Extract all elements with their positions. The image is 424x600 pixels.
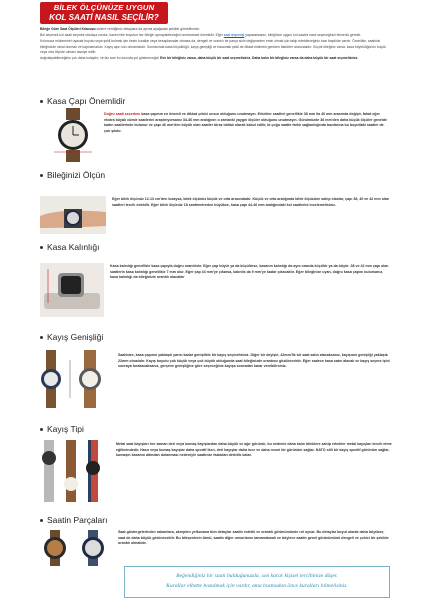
section-text-kasa-capi — [104, 112, 390, 134]
intro-rest: sizlere verdiğimiz detaylara da ayrıca aşağıdaki şekilde görebilirsiniz. — [95, 27, 200, 31]
intro-paragraph-1 — [40, 27, 388, 32]
title-banner — [40, 2, 168, 24]
watch-side-icon — [40, 263, 104, 317]
intro-paragraph-4 — [40, 56, 388, 61]
intro-paragraph-2 — [40, 33, 388, 38]
strap-types-image — [40, 440, 106, 502]
watch-icon — [52, 108, 94, 162]
footer-line-1: Beğendiğiniz bir saati bulduğunuzda, son karar kişisel tercihinize düşer. — [176, 573, 338, 579]
wrist-measure-image — [40, 196, 106, 234]
section-lead: Doğru saati seçerken — [104, 112, 141, 116]
bullet-icon — [40, 519, 43, 522]
intro-p2a: Bol seçenek kol saati seçmek oldukça zordur, bazen bile boyutun her bileğe uymayabileceğini unutmamak önemlidir. Eğer — [40, 33, 224, 38]
intro-bold: Bileğe Göre Saat Ölçüleri Kılavuzu — [40, 27, 96, 31]
bullet-icon — [40, 246, 43, 249]
section-text-bilek-olcun: Eğer bilek ölçünüz 12-13 cm'den kısaysa, bilek ölçünüz küçük ve orta arasındadır. Küçük ve orta aralığında bilek ölçüsüne sahip olanlar, çapı 38, 40 ve 42 mm olan saatleri tercih edebilir. Eğer bilek ölçünüz 18 santimetreden büyükse, kasa çapı 44-46 mm aralığındaki kol saatlerini incelemelisiniz. — [112, 197, 390, 207]
section-text-kayis-tipi: Metal saat kayışları her zaman deri veya kumaş kayışlardan daha büyük ve ağır görünür, bu nedenle daha kalın bileklere sahip erkekler metal kayışları tercih etme eğilimindedir. Hasır veya kumaş kayışlar daha sportif iken, deri kayışlar daha ince ve daha resmi bir görünüm sağlar. NATO stili bir kayış sportif görünüm sağlar, kumaşın kasanın altından dolanması nedeniyle saatinize fazladan derinlik katar. — [116, 442, 392, 458]
bullet-icon — [40, 336, 43, 339]
bullet-icon — [40, 100, 43, 103]
wrist-watch-icon — [40, 196, 106, 234]
section-body: kasa çapının en önemli ve dikkat çekici unsur olduğunu unutmayın. Erkekler saatleri genellikle 38 mm ila 46 mm arasında değişir, fakat eğer ekstra büyük cümle saatlerini araştırıyorsanız 34-36 mm aralığının o zamanki yaygın ölçüler olduğunu unutmayın. Günümüzde 38 mm'den daha küçük ölçüler genelde kadın saatlerinde bulunur ve çapı 46 mm'den büyük olan saatler biraz iddialı olarak kabul edilir, bi çoğu saatte farklı sağlamlığında bazılarına bu boyuttaki saatler de çok şıkıtır. — [104, 112, 388, 133]
footer-quote-box — [124, 566, 390, 598]
intro-text — [40, 27, 388, 62]
strap-types-icon — [40, 440, 106, 502]
strap-watches-icon — [40, 350, 108, 408]
section-title-kayis-genisligi — [40, 332, 103, 342]
section-title-kasa-capi — [40, 96, 125, 106]
section-title-text: Saatin Parçaları — [47, 515, 108, 525]
strap-width-image — [40, 350, 108, 408]
bullet-icon — [40, 428, 43, 431]
section-title-text: Kayış Genişliği — [47, 332, 104, 342]
section-title-saatin-parcalari — [40, 515, 107, 525]
watch-parts-image — [40, 530, 110, 566]
section-text-kasa-kalinligi: Kasa kalınlığı genellikle kasa çapıyla doğru orantılıdır. Eğer çap büyür ya da küçülürse, kasanın kalınlığı da aynı oranda küçülür ya da büyür. 38 ve 42 mm çapı olan saatlerin kasa kalınlığı genellikle 7 mm olur. Eğer çap 44 mm'ye çıkarsa, kalınlık da 9 mm'ye kadar çıkacaktır. Eğer bileğinize uyan, doğru kasa çapını bulursanız, kasa kalınlığı da bileğinizle orantılı olacaktır — [110, 264, 389, 280]
watch-parts-icon — [40, 530, 110, 566]
intro-p2b: yapacaksanız, bileğinize uygun kol saatini nasıl seçeceğinizi bilmeniz gerekir. — [244, 33, 362, 38]
footer-line-2: Kurallar elbette bozulmak için vardır, ama bozmadan önce kuralları bilmelisiniz. — [166, 583, 348, 589]
banner-line-1: BİLEK ÖLÇÜNÜZE UYGUN — [53, 3, 155, 12]
banner-line-2: KOL SAATİ NASIL SEÇİLİR? — [49, 13, 159, 22]
watch-diameter-image — [52, 108, 94, 162]
section-title-text: Kasa Kalınlığı — [47, 242, 100, 252]
section-title-bilek-olcun — [40, 170, 105, 180]
section-title-text: Kasa Çapı Önemlidir — [47, 96, 126, 106]
saat-alisverisi-link[interactable]: saat alışverişi — [223, 33, 245, 38]
case-thickness-image — [40, 263, 104, 317]
section-title-kasa-kalinligi — [40, 242, 99, 252]
section-title-text: Bileğinizi Ölçün — [47, 170, 106, 180]
intro-p4-bold: Eve bir bileğiniz varsa, daha küçük bir saat seçmelisiniz. Daha kalın bir bileğiniz varsa da daha büyük bir saat seçmelisiniz. — [160, 56, 359, 61]
section-text-saatin-parcalari: Saat göstergelerinden rakamlara, akrepten yelkovana tüm detaylar saatin estetik ve orantılı görünümünde rol oynar. Bu detaylar boyut olarak daha büyükse, saat de daha büyük görünecektir. Bu bileşenlerin tümü, saatin diğer unsurlarını tamamlamalı ve böylece saatin genel görünümünü dengeli ve çekici bir şekilde orantılı olmalıdır. — [118, 530, 389, 546]
intro-p4a: doğrulayabileceğiniz çok daha kolaydır; ve biz size bu konuda yol göstereceğiz! — [40, 56, 161, 61]
section-title-kayis-tipi — [40, 424, 84, 434]
section-text-kayis-genisligi: Saatinize, kasa çapının yaklaşık yarısı kadar genişlikte bir kayış seçmelisiniz. Diğer bir deyişle, 42mm'lik bir saat satın alacaksanız, kayışının genişliği yaklaşık 22mm olmalıdır. Kayış boyutu çok küçük veya çok büyük olduğunda saat bileğinizde orantısız gözükecektir. Eğer sadece kasa satın alacak ve kayış seçme işini sonraya bırakacaksanız, gerçeve genişliğine göre seçeceğiniz kayışa sonradan karar verebilirsiniz. — [118, 353, 390, 369]
section-title-text: Kayış Tipi — [47, 424, 84, 434]
bullet-icon — [40, 174, 43, 177]
intro-paragraph-3: Kolunuza mükemmel uyacak boyutu veya şekli bulmak için kesin kurallar veya hesaplamalar olmasa da, dengeli ve orantılı bir parça sizin değişmeden emin olmak için takip edebileceğiniz bazı başlıklar vardır. Öncelikle, saatinizi bileğinizde rahat durmalı ve kaymamalıdır. Kayış aşırı sıkı olmamalıdır. Sonrasında kasa büyüklüğü, kayış genişliği ve basamak şekli de dikkat edilmesi gereken faktörler arasındadır: Küçük bileğiniz varsa, kasa büyüklüğünün küçük veya orta ölçüde olması tavsiye edilir. — [40, 39, 386, 54]
